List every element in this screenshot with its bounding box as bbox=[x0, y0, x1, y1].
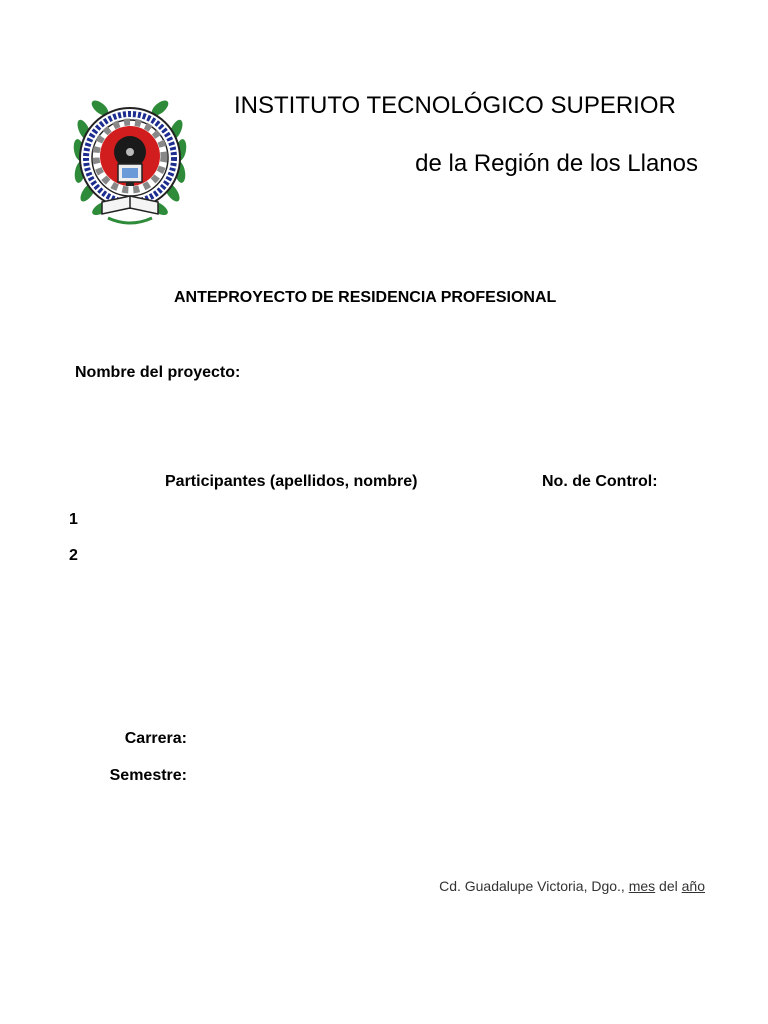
document-title: ANTEPROYECTO DE RESIDENCIA PROFESIONAL bbox=[174, 289, 557, 306]
participants-header: Participantes (apellidos, nombre) bbox=[165, 473, 418, 490]
control-number-header: No. de Control: bbox=[542, 473, 658, 490]
project-name-label: Nombre del proyecto: bbox=[75, 364, 241, 381]
semester-label: Semestre: bbox=[109, 767, 187, 784]
institution-name-line2: de la Región de los Llanos bbox=[415, 150, 698, 177]
institution-logo bbox=[72, 90, 188, 232]
year-placeholder: año bbox=[681, 878, 705, 894]
participant-number-2: 2 bbox=[69, 547, 78, 564]
place-text: Cd. Guadalupe Victoria, Dgo., bbox=[439, 878, 629, 894]
institution-name-line1: INSTITUTO TECNOLÓGICO SUPERIOR bbox=[234, 92, 676, 119]
participant-number-1: 1 bbox=[69, 511, 78, 528]
place-date-line bbox=[439, 878, 705, 894]
career-label: Carrera: bbox=[124, 730, 187, 747]
month-placeholder: mes bbox=[628, 878, 656, 894]
date-connector: del bbox=[655, 878, 682, 894]
